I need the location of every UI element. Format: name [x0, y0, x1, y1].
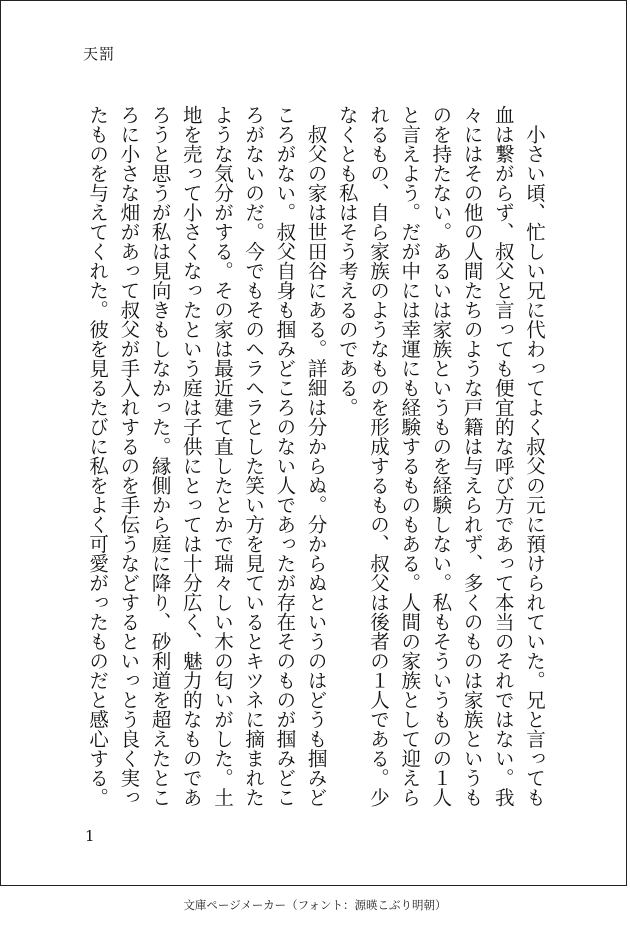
page-header-title: 天罰	[83, 45, 116, 63]
generator-credit: 文庫ページメーカー（フォント：源暎こぶり明朝）	[183, 898, 447, 912]
page-number: 1	[85, 827, 95, 845]
vertical-body-text: 小さい頃、忙しい兄に代わってよく叔父の元に預けられていた。兄と言っても 血は繋がらず、叔父と言っても便宜的な呼び方であって本当のそれではない。我 々にはその他の人間たちのような戸籍は与えられず、多くのものは家族というも のを持たない。あるいは家族というものを経験しない。私もそういうものの１人 と言えよう。だが中には幸運にも経験するものもある。人間の家族として迎えら れるもの、自ら家族のようなものを形成するもの、叔父は後者の１人である。少 なくとも私はそう考えるのである。 叔父の家は世田谷にある。詳細は分からぬ。分からぬというのはどうも掴みど ころがない。叔父自身も掴みどころのない人であったが存在そのものが掴みどこ ろがないのだ。今でもそのヘラヘラとした笑い方を見ているとキツネに摘まれた ような気分がする。その家は最近建て直したとかで瑞々しい木の匂いがした。土 地を売って小さくなったという庭は子供にとっては十分広く、魅力的なものであ ろうと思うが私は見向きもしなかった。縁側から庭に降り、砂利道を超えたとこ ろに小さな畑があって叔父が手入れするのを手伝うなどするといっとう良く実っ たものを与えてくれた。彼を見るたびに私をよく可愛がったものだと感心する。	[86, 105, 546, 807]
